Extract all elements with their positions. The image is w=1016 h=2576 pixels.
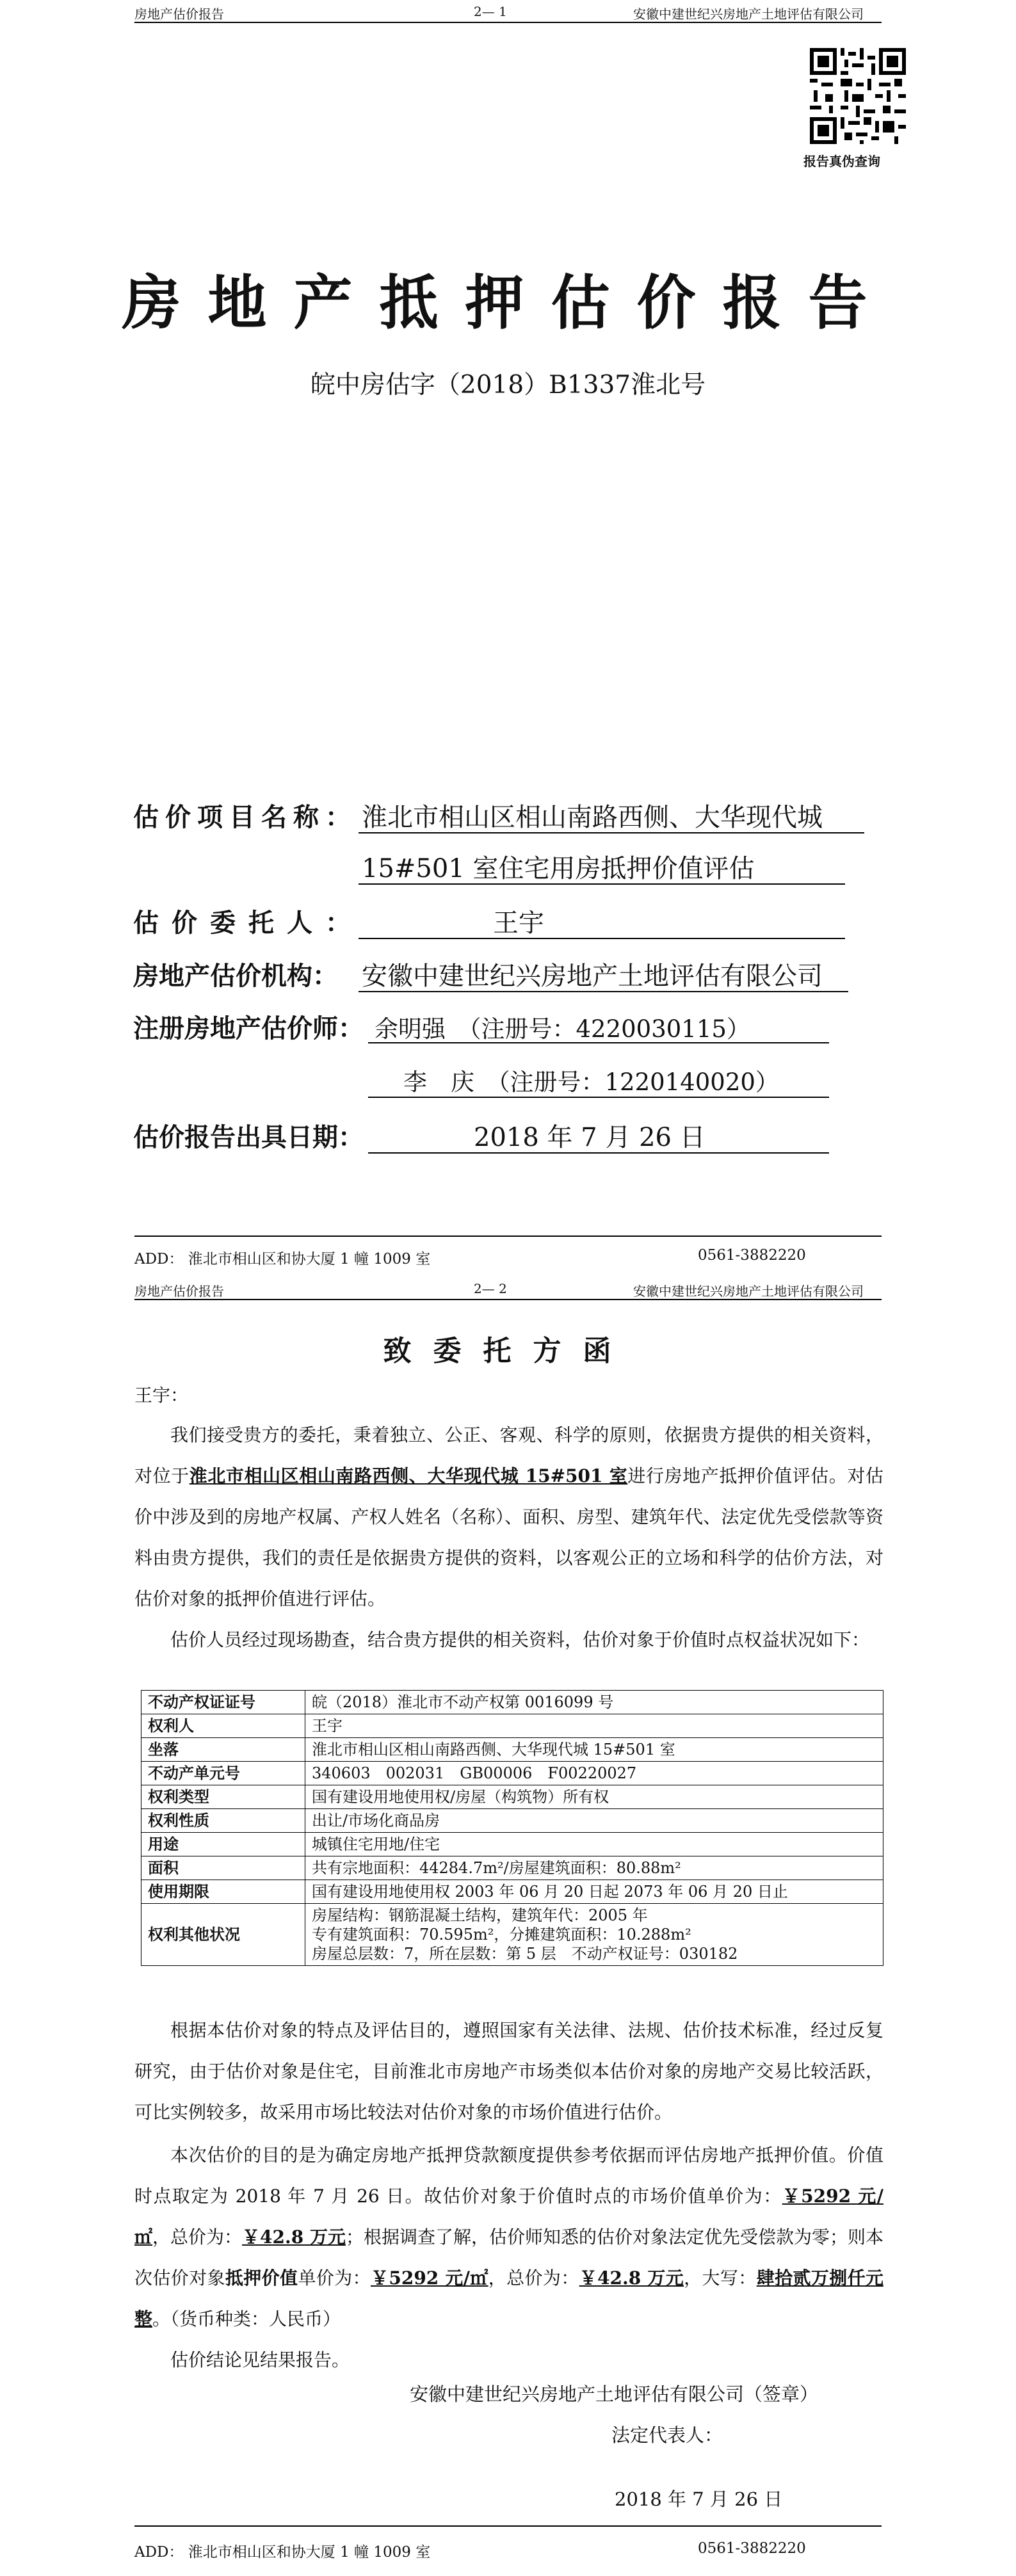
mortgage-value-term: 抵押价值 [225, 2267, 298, 2289]
table-value [305, 1785, 883, 1809]
project-name-label: 估价项目名称： [133, 802, 357, 832]
table-value-line: 皖（2018）淮北市不动产权第 0016099 号 [312, 1693, 614, 1711]
market-total-price: ￥42.8 万元 [242, 2226, 346, 2248]
letter-salutation: 王宇： [134, 1385, 189, 1406]
table-value-line: 出让/市场化商品房 [312, 1812, 440, 1830]
table-value [305, 1856, 883, 1880]
agency-label: 房地产估价机构： [133, 961, 338, 991]
table-key: 权利其他状况 [141, 1904, 305, 1966]
table-row [141, 1762, 883, 1785]
table-key: 用途 [141, 1833, 305, 1856]
report-date-label: 估价报告出具日期： [133, 1122, 364, 1152]
rights-table [141, 1690, 883, 1966]
property-address: 淮北市相山区相山南路西侧、大华现代城 15#501 室 [189, 1465, 628, 1486]
amount-in-words: 肆拾贰万捌仟元整 [134, 2267, 883, 2330]
p4-text-g: 。（货币种类：人民币） [152, 2308, 341, 2330]
page1-header [134, 0, 882, 23]
legal-representative-label: 法定代表人： [611, 2424, 723, 2446]
letter-paragraph-1 [134, 1415, 883, 1620]
header-left: 房地产估价报告 [134, 1284, 224, 1299]
p5-text: 估价结论见结果报告。 [170, 2349, 350, 2371]
table-value-line: 王宇 [312, 1717, 343, 1735]
agency-underline [359, 991, 848, 992]
header-page-number: 2— 1 [474, 4, 507, 19]
letter-paragraph-3 [134, 2010, 883, 2133]
table-key: 不动产单元号 [141, 1762, 305, 1785]
table-key: 不动产权证证号 [141, 1691, 305, 1714]
table-row [141, 1856, 883, 1880]
appraiser-underline-2 [368, 1097, 829, 1098]
table-key: 权利人 [141, 1714, 305, 1738]
page2-footer-address: ADD： 淮北市相山区和协大厦 1 幢 1009 室 [134, 2544, 431, 2561]
table-value [305, 1904, 883, 1966]
market-unit-price: ￥5292 元/㎡ [134, 2186, 884, 2248]
table-row [141, 1714, 883, 1738]
table-value [305, 1809, 883, 1833]
client-value: 王宇 [493, 908, 544, 938]
appraiser-label: 注册房地产估价师： [133, 1013, 364, 1043]
table-value [305, 1880, 883, 1904]
p4-text-f: ，大写： [684, 2267, 757, 2289]
p1-text-c: 进行房地产抵押价值评估。对估价中涉及到的房地产权属、产权人姓名（名称）、面积、房型、建筑年代、法定优先受偿款等资料由贵方提供，我们的责任是依据贵方提供的资料，以客观公正的立场和科学的估价方法，对估价对象的抵押价值进行评估。 [134, 1465, 883, 1609]
project-name-line1: 淮北市相山区相山南路西侧、大华现代城 [362, 803, 823, 832]
project-underline-1 [359, 832, 864, 833]
appraiser-1: 余明强 （注册号：4220030115） [375, 1015, 750, 1043]
table-key: 使用期限 [141, 1880, 305, 1904]
mortgage-unit-price: ￥5292 元/㎡ [370, 2267, 488, 2289]
appraiser-2: 李 庆 （注册号：1220140020） [403, 1068, 779, 1096]
report-date-value: 2018 年 7 月 26 日 [474, 1123, 706, 1152]
page1-footer-address: ADD： 淮北市相山区和协大厦 1 幢 1009 室 [134, 1251, 431, 1268]
header-left: 房地产估价报告 [134, 6, 224, 22]
table-value-line: 房屋总层数：7，所在层数：第 5 层 不动产权证号：030182 [312, 1945, 738, 1963]
date-underline [368, 1152, 829, 1154]
table-value [305, 1833, 883, 1856]
table-row [141, 1880, 883, 1904]
table-row [141, 1833, 883, 1856]
p4-text-d: 单价为： [298, 2267, 371, 2289]
table-key: 权利性质 [141, 1809, 305, 1833]
project-underline-2 [359, 883, 845, 885]
appraiser-underline-1 [368, 1042, 829, 1043]
p4-text-b: ，总价为： [152, 2226, 243, 2248]
client-underline [359, 938, 845, 939]
table-value-line: 房屋结构：钢筋混凝土结构，建筑年代：2005 年 [312, 1906, 648, 1924]
table-key: 权利类型 [141, 1785, 305, 1809]
letter-paragraph-2 [134, 1620, 883, 1661]
page1-footer-rule [134, 1236, 882, 1237]
qr-code-icon[interactable] [810, 48, 906, 144]
agency-value: 安徽中建世纪兴房地产土地评估有限公司 [362, 962, 823, 991]
header-company: 安徽中建世纪兴房地产土地评估有限公司 [633, 1284, 864, 1299]
table-value [305, 1738, 883, 1762]
page2-footer-phone: 0561-3882220 [698, 2540, 806, 2557]
table-row [141, 1809, 883, 1833]
signature-date: 2018 年 7 月 26 日 [615, 2488, 783, 2510]
mortgage-total-price: ￥42.8 万元 [579, 2267, 684, 2289]
client-label: 估价委托人： [133, 908, 364, 938]
p4-text-c: ；根据调查了解，估价师知悉的估价对象法定优先受偿款为零；则本次估价对象 [134, 2226, 883, 2289]
p1-text-a: 我们接受贵方的委托，秉着独立、公正、客观、科学的原则，依据贵方提供的相关资料，对位于 [134, 1424, 883, 1486]
table-value [305, 1762, 883, 1785]
table-value-line: 国有建设用地使用权 2003 年 06 月 20 日起 2073 年 06 月 20 日止 [312, 1883, 788, 1901]
p4-text-a: 本次估价的目的是为确定房地产抵押贷款额度提供参考依据而评估房地产抵押价值。价值时点取定为 2018 年 7 月 26 日。故估价对象于价值时点的市场价值单价为： [134, 2145, 883, 2207]
report-title: 房地产抵押估价报告 [122, 268, 894, 337]
page2-footer-rule [134, 2525, 882, 2527]
p3-text: 根据本估价对象的特点及评估目的，遵照国家有关法律、法规、估价技术标准，经过反复研究，由于估价对象是住宅，目前淮北市房地产市场类似本估价对象的房地产交易比较活跃，可比实例较多，故采用市场比较法对估价对象的市场价值进行估价。 [134, 2020, 883, 2123]
table-value [305, 1691, 883, 1714]
table-row [141, 1904, 883, 1966]
letter-title: 致委托方函 [383, 1335, 633, 1367]
table-value [305, 1714, 883, 1738]
qr-caption: 报告真伪查询 [803, 154, 880, 169]
table-key: 面积 [141, 1856, 305, 1880]
letter-paragraph-4 [134, 2135, 883, 2340]
p2-text: 估价人员经过现场勘查，结合贵方提供的相关资料，估价对象于价值时点权益状况如下： [170, 1629, 870, 1650]
page2-header [134, 1277, 882, 1300]
table-row [141, 1785, 883, 1809]
table-value-line: 专有建筑面积：70.595m²，分摊建筑面积：10.288m² [312, 1926, 691, 1944]
table-value-line: 城镇住宅用地/住宅 [312, 1835, 440, 1853]
header-page-number: 2— 2 [474, 1281, 507, 1296]
page1-footer-phone: 0561-3882220 [698, 1247, 806, 1264]
table-row [141, 1691, 883, 1714]
project-name-line2: 15#501 室住宅用房抵押价值评估 [362, 854, 755, 883]
signature-company: 安徽中建世纪兴房地产土地评估有限公司（签章） [410, 2383, 819, 2405]
table-value-line: 340603 002031 GB00006 F00220027 [312, 1764, 637, 1782]
table-value-line: 淮北市相山区相山南路西侧、大华现代城 15#501 室 [312, 1741, 675, 1759]
table-value-line: 共有宗地面积：44284.7m²/房屋建筑面积：80.88m² [312, 1859, 681, 1877]
table-key: 坐落 [141, 1738, 305, 1762]
letter-paragraph-5 [134, 2340, 883, 2381]
p4-text-e: ，总价为： [488, 2267, 579, 2289]
table-row [141, 1738, 883, 1762]
table-value-line: 国有建设用地使用权/房屋（构筑物）所有权 [312, 1788, 609, 1806]
header-company: 安徽中建世纪兴房地产土地评估有限公司 [633, 6, 864, 22]
document-number: 皖中房估字（2018）B1337淮北号 [310, 371, 706, 399]
